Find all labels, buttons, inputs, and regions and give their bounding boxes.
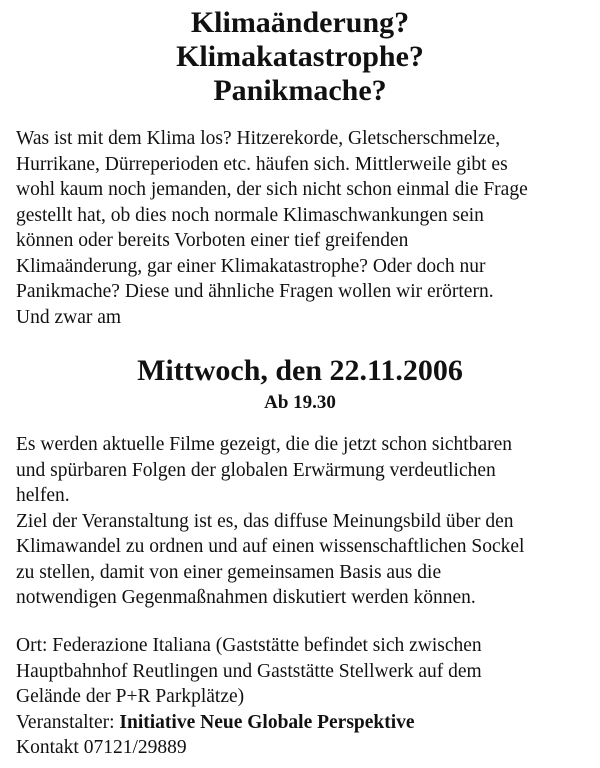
location-line: Gelände der P+R Parkplätze) (16, 686, 245, 707)
intro-line: Klimaänderung, gar einer Klimakatastrophe? Oder doch nur (16, 255, 486, 277)
intro-line: Was ist mit dem Klima los? Hitzerekorde, Gletscherschmelze, (16, 128, 501, 149)
description-line: Es werden aktuelle Filme gezeigt, die die jetzt schon sichtbaren (16, 434, 512, 455)
description-line: helfen. (16, 485, 70, 506)
description-line: Ziel der Veranstaltung ist es, das diffuse Meinungsbild über den (16, 510, 514, 532)
organizer-line (16, 710, 588, 736)
intro-line: gestellt hat, ob dies noch normale Klimaschwankungen sein (16, 204, 484, 226)
description-line: und spürbaren Folgen der globalen Erwärmung verdeutlichen (16, 459, 496, 481)
title-line-2: Klimakatastrophe? (176, 40, 424, 73)
organizer-name: Initiative Neue Globale Perspektive (119, 711, 415, 733)
event-info (16, 633, 588, 761)
intro-line: können oder bereits Vorboten einer tief greifenden (16, 230, 409, 251)
title-line-1: Klimaänderung? (190, 6, 410, 39)
event-time: Ab 19.30 (264, 392, 336, 413)
event-date: Mittwoch, den 22.11.2006 (137, 354, 463, 387)
description-line: notwendigen Gegenmaßnahmen diskutiert werden können. (16, 587, 476, 608)
location-line: Ort: Federazione Italiana (Gaststätte befindet sich zwischen (16, 635, 482, 656)
contact-line: Kontakt 07121/29889 (16, 737, 187, 758)
description-line: Klimawandel zu ordnen und auf einen wissenschaftlichen Sockel (16, 536, 525, 557)
title-line-3: Panikmache? (213, 74, 387, 107)
intro-line: wohl kaum noch jemanden, der sich nicht schon einmal die Frage (16, 179, 528, 200)
intro-line: Und zwar am (16, 306, 122, 328)
intro-line: Panikmache? Diese und ähnliche Fragen wollen wir erörtern. (16, 281, 494, 302)
description-line: zu stellen, damit von einer gemeinsamen Basis aus die (16, 561, 442, 583)
flyer-title (0, 6, 600, 108)
intro-paragraph (16, 126, 588, 330)
intro-line: Hurrikane, Dürreperioden etc. häufen sich. Mittlerweile gibt es (16, 153, 508, 175)
location-line: Hauptbahnhof Reutlingen und Gaststätte Stellwerk auf dem (16, 660, 482, 682)
organizer-label: Veranstalter: (16, 711, 120, 733)
description-paragraph (16, 432, 588, 611)
